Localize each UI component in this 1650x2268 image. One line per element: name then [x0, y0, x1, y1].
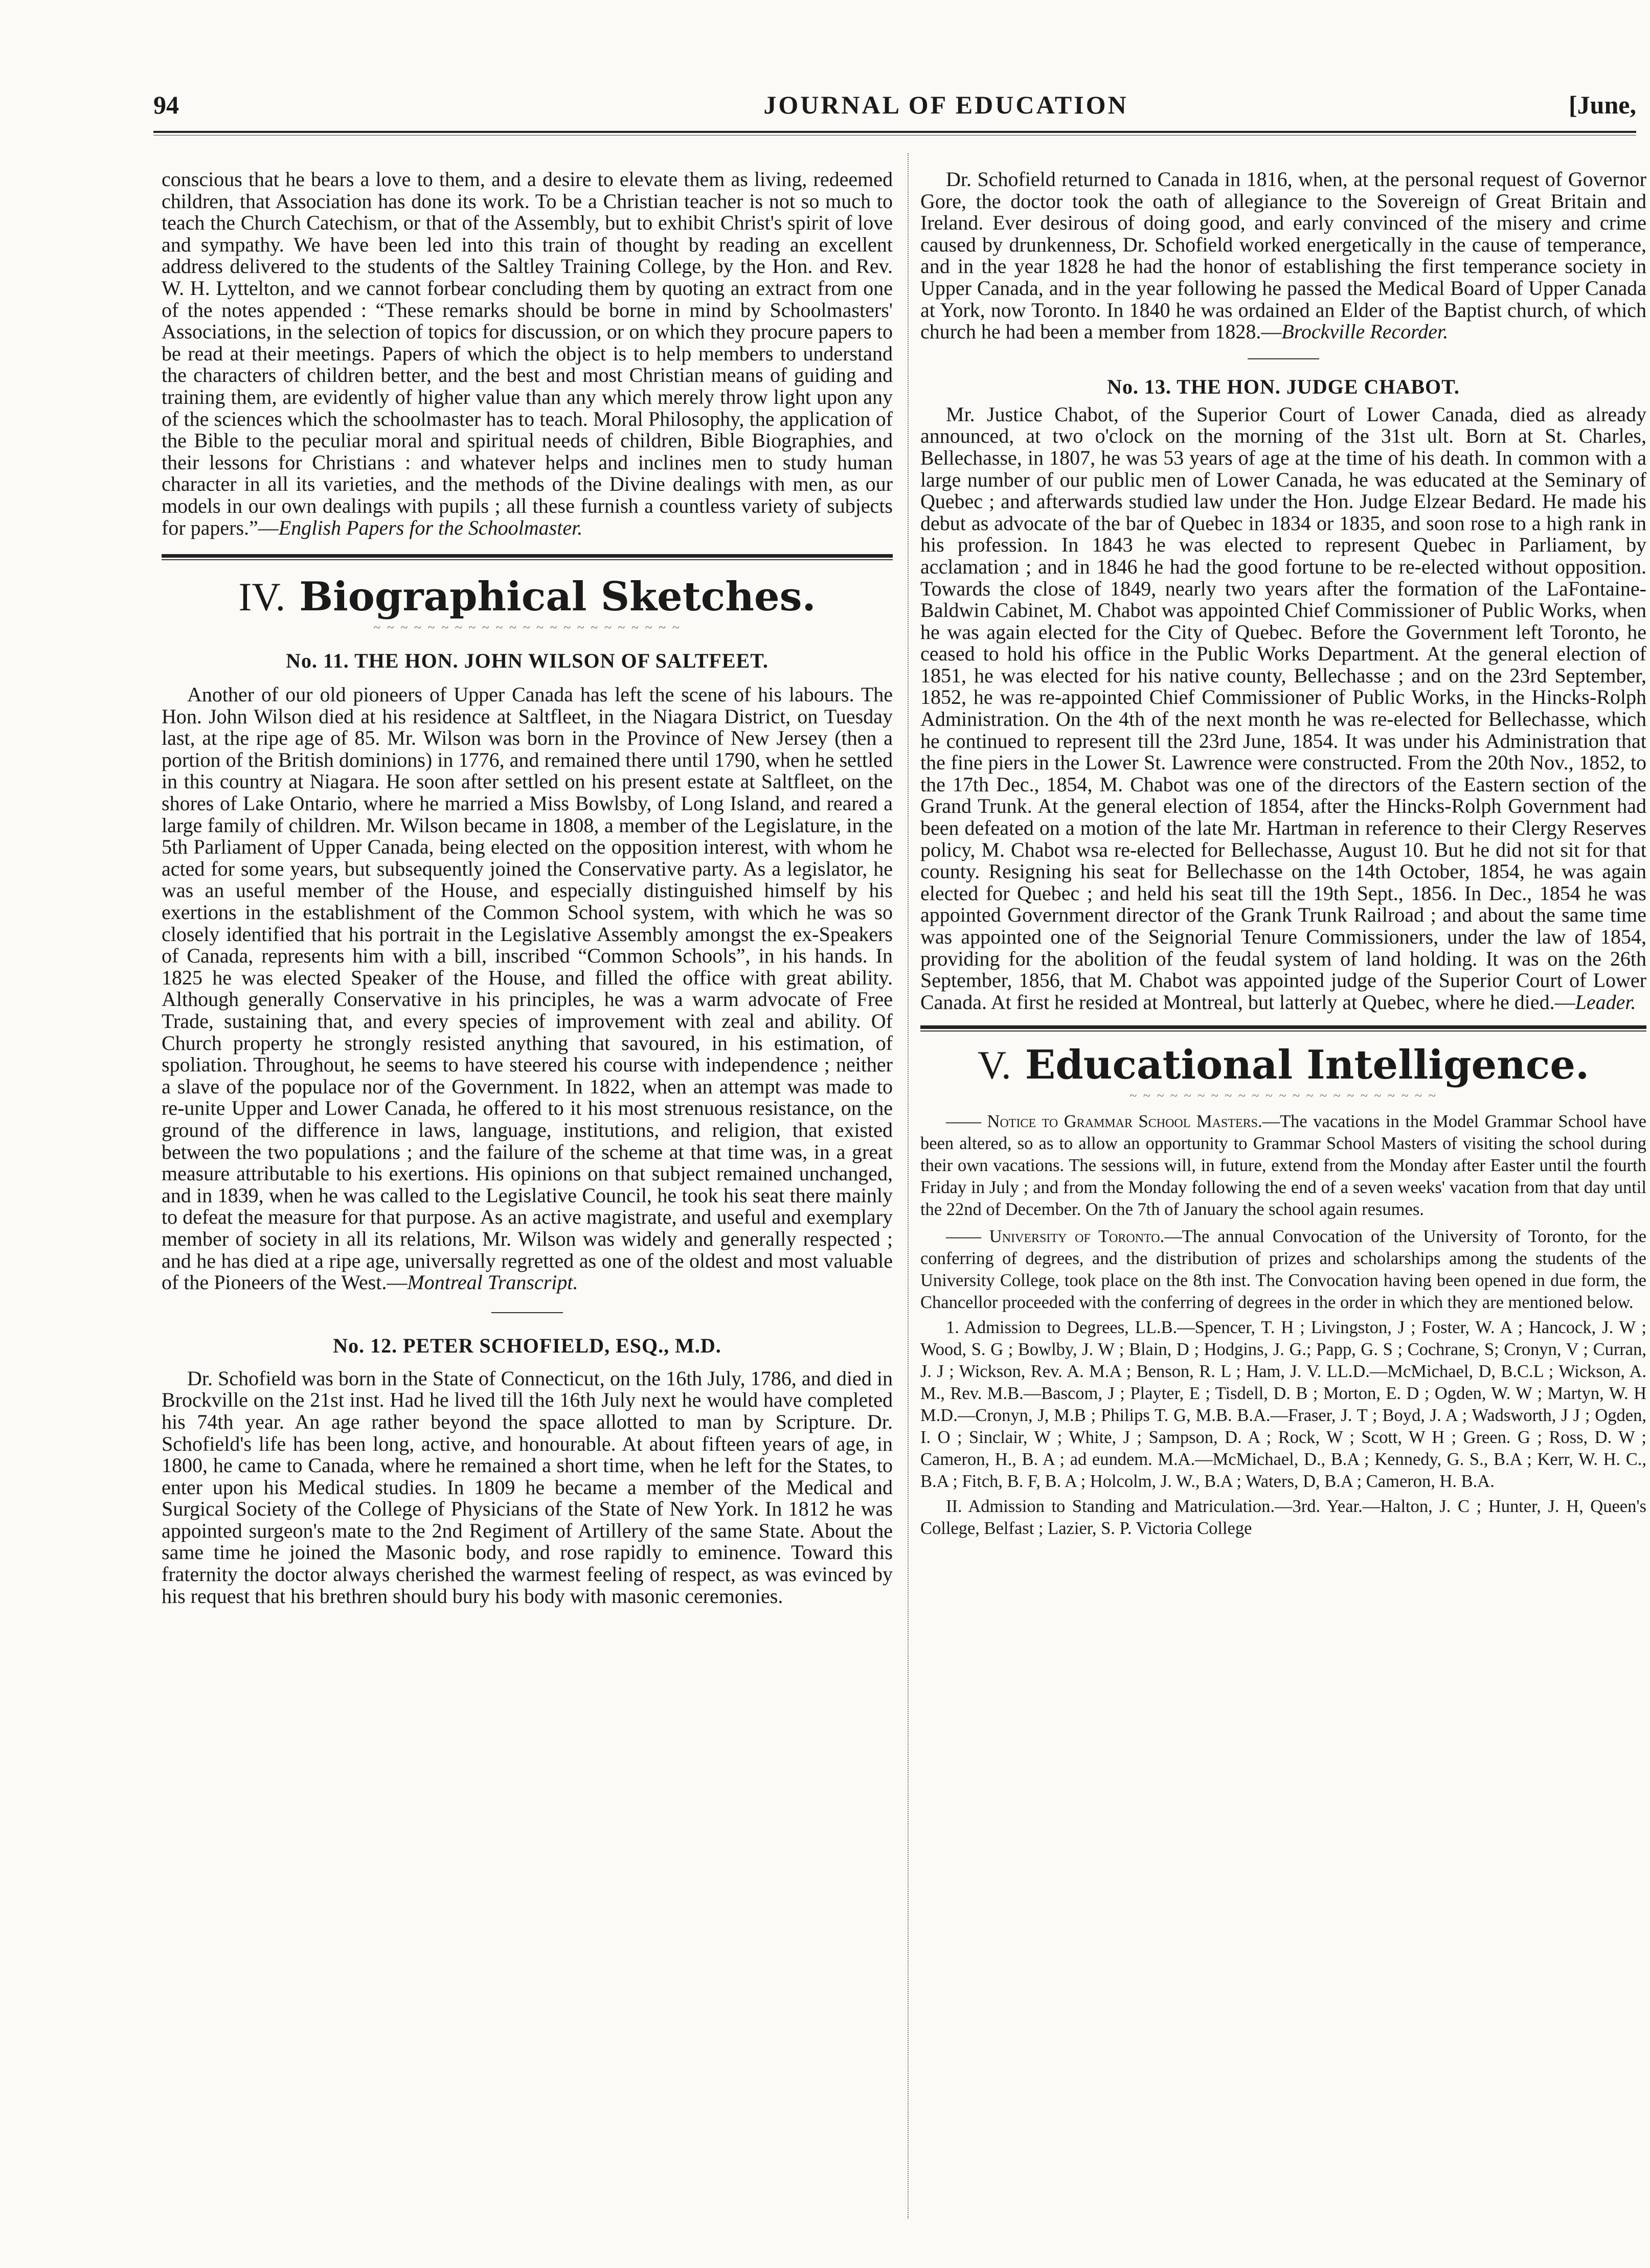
- university-paragraph: [920, 1226, 1646, 1314]
- section-title: Biographical Sketches.: [299, 574, 816, 621]
- bio-11-body: [162, 684, 893, 1294]
- notice-paragraph: [920, 1111, 1646, 1221]
- bio-11-text: Another of our old pioneers of Upper Canada has left the scene of his labours. The Hon. John Wilson died at his residence at Saltfleet, in the Niagara District, on Tuesday last, at the ripe age of 85. Mr. Wilson was born in the Province of New Jersey (then a portion of the British dominions) in 1776, and remained there until 1790, when he settled in this country at Niagara. He soon after settled on his present estate at Saltfleet, on the shores of Lake Ontario, where he married a Miss Bowlsby, of Long Island, and reared a large family of children. Mr. Wilson became in 1808, a member of the Legislature, in the 5th Parliament of Upper Canada, being elected on the opposition interest, with whom he acted for some years, but subsequently joined the Conservative party. As a legislator, he was an useful member of the House, and especially distinguished himself by his exertions in the establishment of the Common School system, with which he was so closely identified that his portrait in the Legislative Assembly amongst the ex-Speakers of Canada, represents him with a bill, inscribed “Common Schools”, in his hands. In 1825 he was elected Speaker of the House, and filled the office with great ability. Although generally Conservative in his principles, he was a warm advocate of Free Trade, sustaining that, and every species of improvement with zeal and ability. Of Church property he strongly resisted anything that savoured, in his estimation, of spoliation. Throughout, he seems to have steered his course with independence ; neither a slave of the populace nor of the Government. In 1822, when an attempt was made to re-unite Upper and Lower Canada, he offered to it his most strenuous resistance, on the ground of the difference in laws, language, institutions, and religion, that existed between the two populations ; and the failure of the scheme at that time was, in a great measure attributable to his exertions. His opinions on that subject remained unchanged, and in 1839, when he was called to the Legislative Council, he took his seat there mainly to defeat the measure for that purpose. As an active magistrate, and useful and exemplary member of society in all its relations, Mr. Wilson was widely and generally respected ; and he has died at a ripe age, universally regretted as one of the oldest and most valuable of the Pioneers of the West.—: [162, 683, 893, 1294]
- ornamental-rule: ~ ~ ~ ~ ~ ~ ~ ~ ~ ~ ~ ~ ~ ~ ~ ~ ~ ~ ~ ~ ~ ~ ~: [373, 620, 681, 635]
- bio-12-source: Brockville Recorder.: [1281, 320, 1449, 343]
- bio-12-heading: No. 12. PETER SCHOFIELD, ESQ., M.D.: [333, 1334, 721, 1357]
- intro-source: English Papers for the Schoolmaster.: [278, 516, 583, 539]
- section-title: Educational Intelligence.: [1025, 1042, 1590, 1089]
- notice-body: —The vacations in the Model Grammar School have been altered, so as to allow an opportunity to Grammar School Masters of visiting the school during their own vacations. The sessions will, in future, extend from the Monday after Easter until the fourth Friday in July ; and from the Monday following the end of a seven weeks' vacation from that day until the 22nd of December. On the 7th of January the school again resumes.: [920, 1112, 1646, 1220]
- bio-13-text: Mr. Justice Chabot, of the Superior Court of Lower Canada, died as already announced, at two o'clock on the morning of the 31st ult. Born at St. Charles, Bellechasse, in 1807, he was 53 years of age at the time of his death. In common with a large number of our public men of Lower Canada, he was educated at the Seminary of Quebec ; and afterwards studied law under the Hon. Judge Elzear Bedard. He made his debut as advocate of the bar of Quebec in 1834 or 1835, and soon rose to a high rank in his profession. In 1843 he was elected to represent Quebec in Parliament, by acclamation ; and in 1846 he had the good fortune to be re-elected without opposition. Towards the close of 1849, nearly two years after the formation of the LaFontaine-Baldwin Cabinet, M. Chabot was appointed Chief Commissioner of Public Works, when he was again elected for the City of Quebec. Before the Government left Toronto, he ceased to hold his office in the Public Works Department. At the general election of 1851, he was elected for his native county, Bellechasse ; and on the 23rd September, 1852, he was re-appointed Chief Commissioner of Public Works, in the Hincks-Rolph Administration. On the 4th of the next month he was re-elected for Bellechasse, which he continued to represent till the 23rd June, 1854. It was under his Administration that the fine piers in the Lower St. Lawrence were constructed. From the 20th Nov., 1852, to the 17th Dec., 1854, M. Chabot was one of the directors of the Eastern section of the Grand Trunk. At the general election of 1854, after the Hincks-Rolph Government had been defeated on a motion of the late Mr. Hartman in reference to their Clergy Reserves policy, M. Chabot wsa re-elected for Bellechasse, August 10. But he did not sit for that county. Resigning his seat for Bellechasse on the 14th October, 1854, he was again elected for Quebec ; and held his seat till the 19th Sept., 1856. In Dec., 1854 he was appointed Government director of the Grank Trunk Railroad ; and about the same time was appointed one of the Seignorial Tenure Commissioners, under the law of 1854, providing for the abolition of the feudal system of land holding. It was on the 26th September, 1856, that M. Chabot was appointed judge of the Superior Court of Lower Canada. At first he resided at Montreal, but latterly at Quebec, where he died.—: [920, 402, 1646, 1014]
- running-head: [153, 90, 1636, 131]
- bio-13-source: Leader.: [1575, 990, 1636, 1014]
- section-heading-biographical: [162, 574, 893, 620]
- issue-month: [June,: [1569, 90, 1636, 119]
- section-heading-educational: [920, 1042, 1646, 1088]
- university-body: —The annual Convocation of the University of Toronto, for the conferring of degrees, and the distribution of prizes and scholarships among the students of the University College, took place on the 8th inst. The Convocation having been opened in due form, the Chancellor proceeded with the conferring of degrees in the order in which they are mentioned below.: [920, 1227, 1646, 1313]
- section-rule: [920, 1025, 1646, 1032]
- bio-13-heading: No. 13. THE HON. JUDGE CHABOT.: [1107, 375, 1460, 398]
- section-numeral: V.: [977, 1043, 1011, 1088]
- left-column: [162, 169, 893, 1607]
- intro-paragraph: [162, 169, 893, 539]
- journal-title: JOURNAL OF EDUCATION: [763, 90, 1128, 119]
- admission-matriculation: II. Admission to Standing and Matriculation.—3rd. Year.—Halton, J. C ; Hunter, J. H, Queen's College, Belfast ; Lazier, S. P. Victoria College: [920, 1497, 1646, 1539]
- ornamental-rule: ~ ~ ~ ~ ~ ~ ~ ~ ~ ~ ~ ~ ~ ~ ~ ~ ~ ~ ~ ~ ~ ~ ~: [1129, 1088, 1437, 1104]
- bio-12-body: Dr. Schofield was born in the State of Connecticut, on the 16th July, 1786, and died in Brockville on the 21st inst. Had he lived till the 16th July next he would have completed his 74th year. An age rather beyond the space allotted to man by Scripture. Dr. Schofield's life has been long, active, and honourable. At about fifteen years of age, in 1800, he came to Canada, where he remained a short time, when he left for the States, to enter upon his Medical studies. In 1809 he became a member of the Medical and Surgical Society of the College of Physicians of the State of New York. In 1812 he was appointed surgeon's mate to the 2nd Regiment of Artillery of the same State. About the same time he joined the Masonic body, and rose rapidly to eminence. Toward this fraternity the doctor always cherished the warmest feeling of respect, as was evinced by his request that his brethren should bury his body with masonic ceremonies.: [162, 1366, 893, 1608]
- section-numeral: IV.: [238, 575, 286, 620]
- bio-11-source: Montreal Transcript.: [407, 1271, 578, 1294]
- admission-degrees: 1. Admission to Degrees, LL.B.—Spencer, T. H ; Livingston, J ; Foster, W. A ; Hancock, J. W ; Wood, S. G ; Bowlby, J. W ; Blain, D ; Hodgins, J. G.; Papp, G. S ; Cochrane, S; Cronyn, V ; Curran, J. J ; Wickson, Rev. A. M.A ; Benson, R. L ; Ham, J. V. LL.D.—McMichael, D, B.C.L ; Wickson, A. M., Rev. M.B.—Bascom, J ; Playter, E ; Tisdell, D. B ; Morton, E. D ; Ogden, W. W ; Martyn, W. H M.D.—Cronyn, J, M.B ; Philips T. G, M.B. B.A.—Fraser, J. T ; Boyd, J. A ; Wadsworth, J J ; Ogden, I. O ; Sinclair, W ; White, J ; Sampson, D. A ; Rock, W ; Scott, W H ; Green. G ; Ross, D. W ; Cameron, H., B. A ; ad eundem. M.A.—McMichael, D., B.A ; Kennedy, G. S., B.A ; Kerr, W. H. C., B.A ; Fitch, B. F, B. A ; Holcolm, J. W., B.A ; Waters, D, B.A ; Cameron, H. B.A.: [920, 1318, 1646, 1492]
- right-column: [920, 169, 1646, 1540]
- bio-12-cont-text: Dr. Schofield returned to Canada in 1816, when, at the personal request of Governor Gore, the doctor took the oath of allegiance to the Sovereign of Great Britain and Ireland. Ever desirous of doing good, and early convinced of the misery and crime caused by drunkenness, Dr. Schofield worked energetically in the cause of temperance, and in the year 1828 he had the honor of establishing the first temperance society in Upper Canada, and in the year following he passed the Medical Board of Upper Canada at York, now Toronto. In 1840 he was ordained an Elder of the Baptist church, of which church he had been a member from 1828.—: [920, 168, 1646, 343]
- column-divider: [908, 153, 909, 2218]
- notice-title: —— Notice to Grammar School Masters.: [946, 1112, 1262, 1132]
- header-rule: [153, 131, 1636, 133]
- bio-13-body: [920, 404, 1646, 1014]
- bio-11-heading: No. 11. THE HON. JOHN WILSON OF SALTFEET.: [286, 649, 769, 673]
- section-rule: [162, 554, 893, 560]
- page-number: 94: [153, 90, 179, 119]
- bio-12-continued: [920, 169, 1646, 343]
- university-title: —— University of Toronto.: [946, 1227, 1165, 1247]
- intro-text: conscious that he bears a love to them, and a desire to elevate them as living, redeemed children, that Association has done its work. To be a Christian teacher is not so much to teach the Church Catechism, or that of the Assembly, but to exhibit Christ's spirit of love and sympathy. We have been led into this train of thought by reading an excellent address delivered to the students of the Saltley Training College, by the Hon. and Rev. W. H. Lyttelton, and we cannot forbear concluding them by quoting an extract from one of the notes appended : “These remarks should be borne in mind by Schoolmasters' Associations, in the selection of topics for discussion, or on which they procure papers to be read at their meetings. Papers of which the object is to help members to understand the characters of children better, and the best and most Christian means of guiding and training them, are evidently of higher value than any which merely throw light upon any of the sciences which the schoolmaster has to teach. Moral Philosophy, the application of the Bible to the peculiar moral and spiritual needs of children, Bible Biographies, and their lessons for Christians : and whatever helps and inclines men to study human character in all its varieties, and the methods of the Divine dealings with men, as our models in our own dealings with pupils ; all these furnish a countless variety of subjects for papers.”—: [162, 168, 893, 539]
